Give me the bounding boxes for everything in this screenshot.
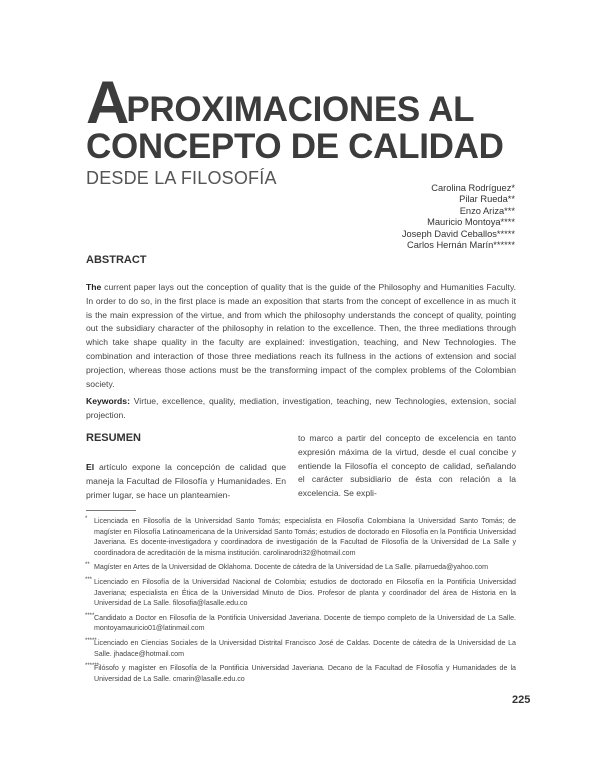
resumen-column-1-text: artículo expone la concepción de calidad que maneja la Facultad de Filosofía y Humanidades. En primer lugar, se hace un planteamien- [86, 462, 286, 500]
footnote [86, 638, 516, 659]
footnote-mark: **** [85, 612, 95, 619]
resumen-lead-word: El [86, 462, 95, 472]
author: Joseph David Ceballos***** [401, 228, 515, 239]
title-line-2: CONCEPTO DE CALIDAD [86, 127, 504, 167]
title-line-1 [86, 69, 526, 136]
footnote [86, 516, 516, 558]
footnote-divider [86, 510, 136, 511]
keywords-text: Virtue, excellence, quality, mediation, investigation, teaching, new Technologies, extension, social projection. [86, 396, 516, 420]
author-list [215, 183, 515, 251]
resumen-column-1 [86, 461, 286, 502]
abstract-lead-word: The [86, 282, 102, 292]
page-number: 225 [512, 694, 531, 706]
footnote-text: Licenciada en Filosofía de la Universidad Santo Tomás; especialista en Filosofía Colombiana la Universidad Santo Tomás; de magíster en Filosofía Latinoamericana de la Universidad Santo Tomás; estudios de doctorado en Filosofía en la Pontificia Universidad Javeriana. Es docente-investigadora y coordinadora de investigación de la Facultad de Filosofía de la Universidad de La Salle y coordinadora de acreditación de la misma institución. carolinarodri32@hotmail.com [94, 517, 516, 557]
footnote-mark: * [85, 516, 88, 522]
resumen-heading: RESUMEN [86, 432, 142, 444]
footnote [86, 562, 516, 573]
abstract-text: current paper lays out the conception of quality that is the guide of the Philosophy and Humanities Faculty. In order to do so, in the first place is made an exposition that starts from the concept of excellence in as much it is the main expression of the virtue, and from which the philosophy understands the concept of quality, pointing out the subsidiary character of the philosophy in relation to the excellence. Then, the three mediations through which take shape quality in the faculty are explained: investigation, teaching, and New Technologies. The combination and interaction of those three mediations reach its fullness in the actions of extension and social projection, whereas those actions must be the transforming impact of the complex problems of the Colombian society. [86, 282, 516, 389]
keywords-label: Keywords: [86, 396, 130, 406]
footnote-mark: ****** [85, 663, 100, 670]
footnotes [86, 516, 516, 688]
footnote-mark: ***** [85, 637, 97, 644]
keywords [86, 395, 516, 423]
footnote-text: Magíster en Artes de la Universidad de Oklahoma. Docente de cátedra de la Universidad de La Salle. pilarrueda@yahoo.com [94, 563, 489, 572]
footnote-mark: *** [85, 576, 93, 583]
title-dropcap: A [86, 69, 129, 136]
resumen-column-2: to marco a partir del concepto de excelencia en tanto expresión máxima de la virtud, desde el cual concibe y entiende la Filosofía el concepto de calidad, señalando el carácter subsidiario de ésta con relación a la excelencia. Se expli- [298, 433, 516, 499]
author: Carlos Hernán Marín****** [407, 240, 515, 251]
author: Carolina Rodríguez* [431, 183, 515, 193]
footnote-text: Candidato a Doctor en Filosofía de la Pontificia Universidad Javeriana. Docente de tiempo completo de la Universidad de La Salle. montoyamauricio01@latinmail.com [94, 613, 516, 633]
author: Pilar Rueda** [459, 194, 515, 205]
footnote [86, 613, 516, 634]
abstract-heading: ABSTRACT [86, 254, 147, 266]
footnote-text: Licenciado en Filosofía de la Universidad Nacional de Colombia; estudios de doctorado en Filosofía en la Pontificia Universidad Javeriana; especialista en Ética de la Universidad Minuto de Dios. Profesor de planta y coordinador del área de Historia en la Universidad de La Salle. filosofia@lasalle.edu.co [94, 577, 516, 608]
footnote [86, 663, 516, 684]
title-line-1-text: PROXIMACIONES AL [126, 90, 475, 130]
footnote-text: Filósofo y magíster en Filosofía de la Pontificia Universidad Javeriana. Decano de la Facultad de Filosofía y Humanidades de la Universidad de La Salle. cmarin@lasalle.edu.co [94, 664, 516, 683]
footnote-mark: ** [85, 562, 90, 569]
article-subtitle: DESDE LA FILOSOFÍA [86, 168, 277, 189]
abstract-body [86, 281, 516, 391]
footnote [86, 577, 516, 609]
author: Enzo Ariza*** [459, 205, 515, 216]
article-title [86, 69, 526, 189]
author: Mauricio Montoya**** [427, 217, 515, 228]
footnote-text: Licenciado en Ciencias Sociales de la Universidad Distrital Francisco José de Caldas. Docente de cátedra de la Universidad de La Salle. jhadace@hotmail.com [94, 638, 516, 658]
